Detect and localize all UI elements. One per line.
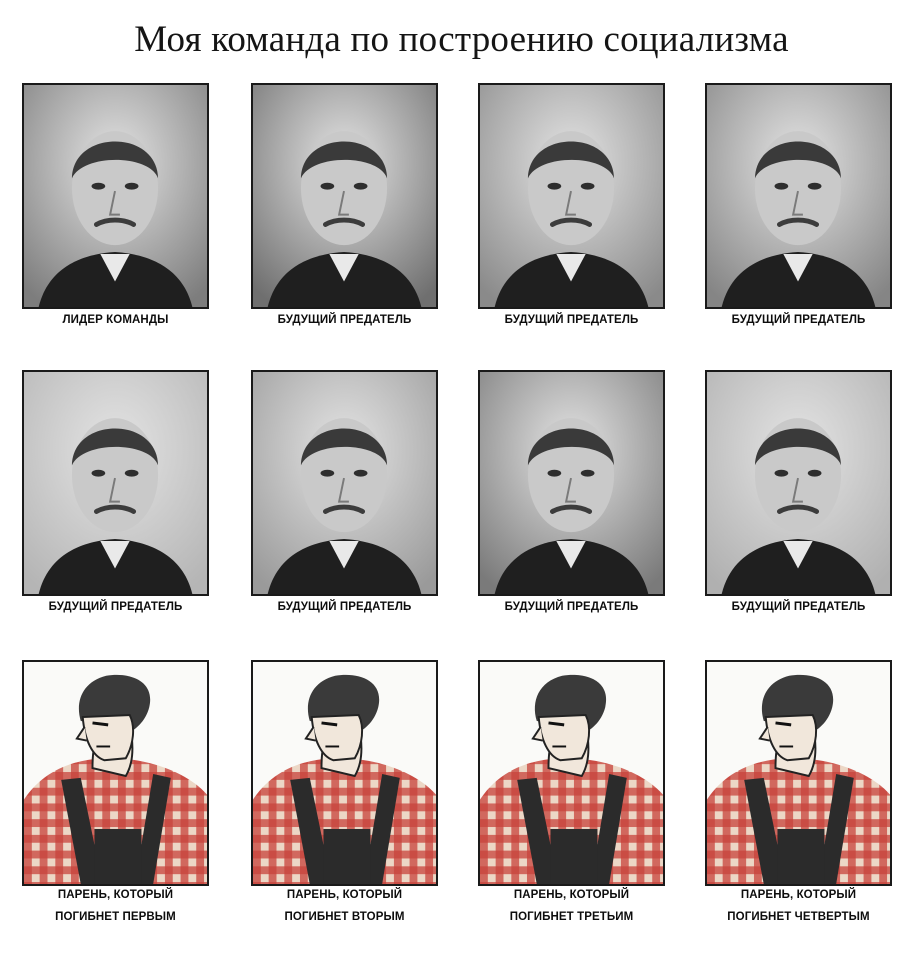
portrait-photo: [707, 372, 890, 594]
portrait-frame: [251, 83, 438, 309]
cartoon-drawing: [707, 662, 890, 884]
portrait-frame: [705, 370, 892, 596]
page-title: Моя команда по построению социализма: [134, 19, 789, 60]
portrait-caption: БУДУЩИЙ ПРЕДАТЕЛЬ: [48, 601, 183, 613]
portrait-caption: БУДУЩИЙ ПРЕДАТЕЛЬ: [731, 314, 866, 326]
cartoon-frame: [478, 660, 665, 886]
cartoon-drawing: [480, 662, 663, 884]
portrait-photo: [24, 372, 207, 594]
portrait-frame: [705, 83, 892, 309]
cartoon-caption-line2: ПОГИБНЕТ ВТОРЫМ: [284, 911, 405, 923]
portrait-caption: БУДУЩИЙ ПРЕДАТЕЛЬ: [731, 601, 866, 613]
cartoon-caption-line1: ПАРЕНЬ, КОТОРЫЙ: [57, 889, 174, 901]
portrait-caption: БУДУЩИЙ ПРЕДАТЕЛЬ: [277, 314, 412, 326]
cartoon-drawing: [24, 662, 207, 884]
portrait-photo: [480, 372, 663, 594]
portrait-frame: [22, 83, 209, 309]
cartoon-frame: [251, 660, 438, 886]
cartoon-caption-line1: ПАРЕНЬ, КОТОРЫЙ: [286, 889, 403, 901]
portrait-caption: БУДУЩИЙ ПРЕДАТЕЛЬ: [504, 314, 639, 326]
portrait-photo: [253, 372, 436, 594]
portrait-photo: [707, 85, 890, 307]
cartoon-drawing: [253, 662, 436, 884]
portrait-frame: [251, 370, 438, 596]
cartoon-frame: [22, 660, 209, 886]
cartoon-frame: [705, 660, 892, 886]
portrait-photo: [480, 85, 663, 307]
portrait-frame: [478, 370, 665, 596]
portrait-caption: ЛИДЕР КОМАНДЫ: [62, 314, 169, 326]
portrait-photo: [24, 85, 207, 307]
cartoon-caption-line2: ПОГИБНЕТ ПЕРВЫМ: [55, 911, 176, 923]
cartoon-caption-line1: ПАРЕНЬ, КОТОРЫЙ: [740, 889, 857, 901]
portrait-caption: БУДУЩИЙ ПРЕДАТЕЛЬ: [277, 601, 412, 613]
cartoon-caption-line2: ПОГИБНЕТ ТРЕТЬИМ: [509, 911, 634, 923]
portrait-frame: [22, 370, 209, 596]
portrait-caption: БУДУЩИЙ ПРЕДАТЕЛЬ: [504, 601, 639, 613]
cartoon-caption-line1: ПАРЕНЬ, КОТОРЫЙ: [513, 889, 630, 901]
cartoon-caption-line2: ПОГИБНЕТ ЧЕТВЕРТЫМ: [727, 911, 870, 923]
portrait-photo: [253, 85, 436, 307]
portrait-frame: [478, 83, 665, 309]
